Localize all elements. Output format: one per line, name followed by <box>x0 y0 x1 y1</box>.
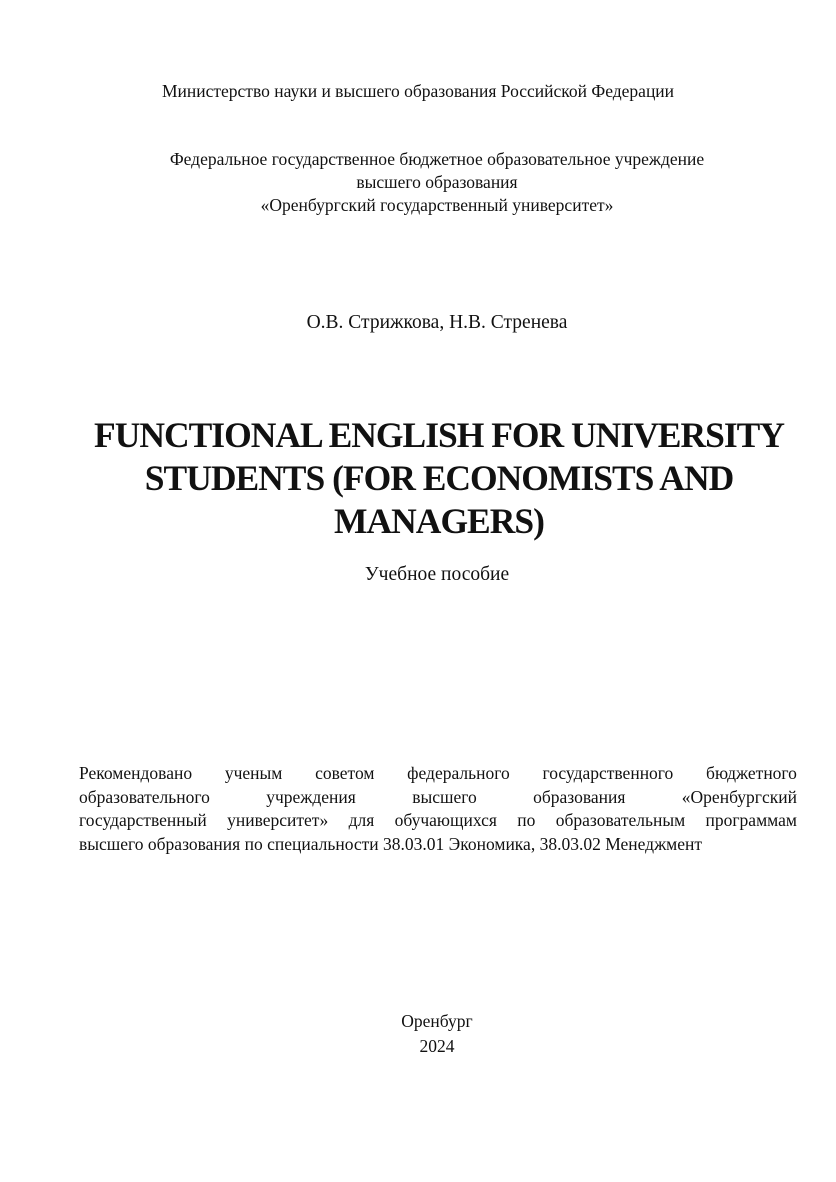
book-title <box>60 414 818 543</box>
authors: О.В. Стрижкова, Н.В. Стренева <box>306 312 568 333</box>
title-line-2: STUDENTS (FOR ECONOMISTS AND <box>144 458 734 498</box>
publication-place: Оренбург <box>401 1011 473 1031</box>
recommendation-word: государственный <box>79 810 207 830</box>
publication-year: 2024 <box>419 1036 455 1056</box>
recommendation-line-1 <box>79 762 797 786</box>
recommendation-word: по <box>517 810 536 830</box>
recommendation-word: высшего <box>412 786 477 807</box>
recommendation-word: для <box>348 810 375 830</box>
recommendation-word: образовательным <box>555 810 686 830</box>
ministry-heading: Министерство науки и высшего образования Российской Федерации <box>161 81 675 101</box>
recommendation-word: программам <box>705 810 797 830</box>
recommendation-word: учреждения <box>266 786 356 807</box>
recommendation-word: Рекомендовано <box>79 763 193 783</box>
recommendation-line-4: высшего образования по специальности 38.03.01 Экономика, 38.03.02 Менеджмент <box>79 833 703 854</box>
institution-line-2: высшего образования <box>356 172 518 192</box>
recommendation-line-3 <box>79 809 797 833</box>
recommendation-word: советом <box>315 763 375 783</box>
recommendation-paragraph <box>79 762 797 856</box>
recommendation-word: «Оренбургский <box>681 786 797 807</box>
title-line-3: MANAGERS) <box>334 501 544 541</box>
recommendation-word: федерального <box>407 763 510 783</box>
recommendation-word: обучающихся <box>394 810 497 830</box>
institution-block <box>0 148 836 217</box>
recommendation-word: государственного <box>542 763 674 783</box>
institution-line-1: Федеральное государственное бюджетное образовательное учреждение <box>169 149 705 169</box>
title-line-1: FUNCTIONAL ENGLISH FOR UNIVERSITY <box>94 415 784 455</box>
institution-line-3: «Оренбургский государственный университет» <box>260 195 614 215</box>
book-type: Учебное пособие <box>364 564 510 585</box>
recommendation-word: бюджетного <box>706 763 797 783</box>
recommendation-word: ученым <box>224 763 283 783</box>
recommendation-word: университет» <box>227 810 329 830</box>
recommendation-word: образования <box>533 786 626 807</box>
recommendation-line-2 <box>79 786 797 810</box>
recommendation-word: образовательного <box>79 786 210 807</box>
